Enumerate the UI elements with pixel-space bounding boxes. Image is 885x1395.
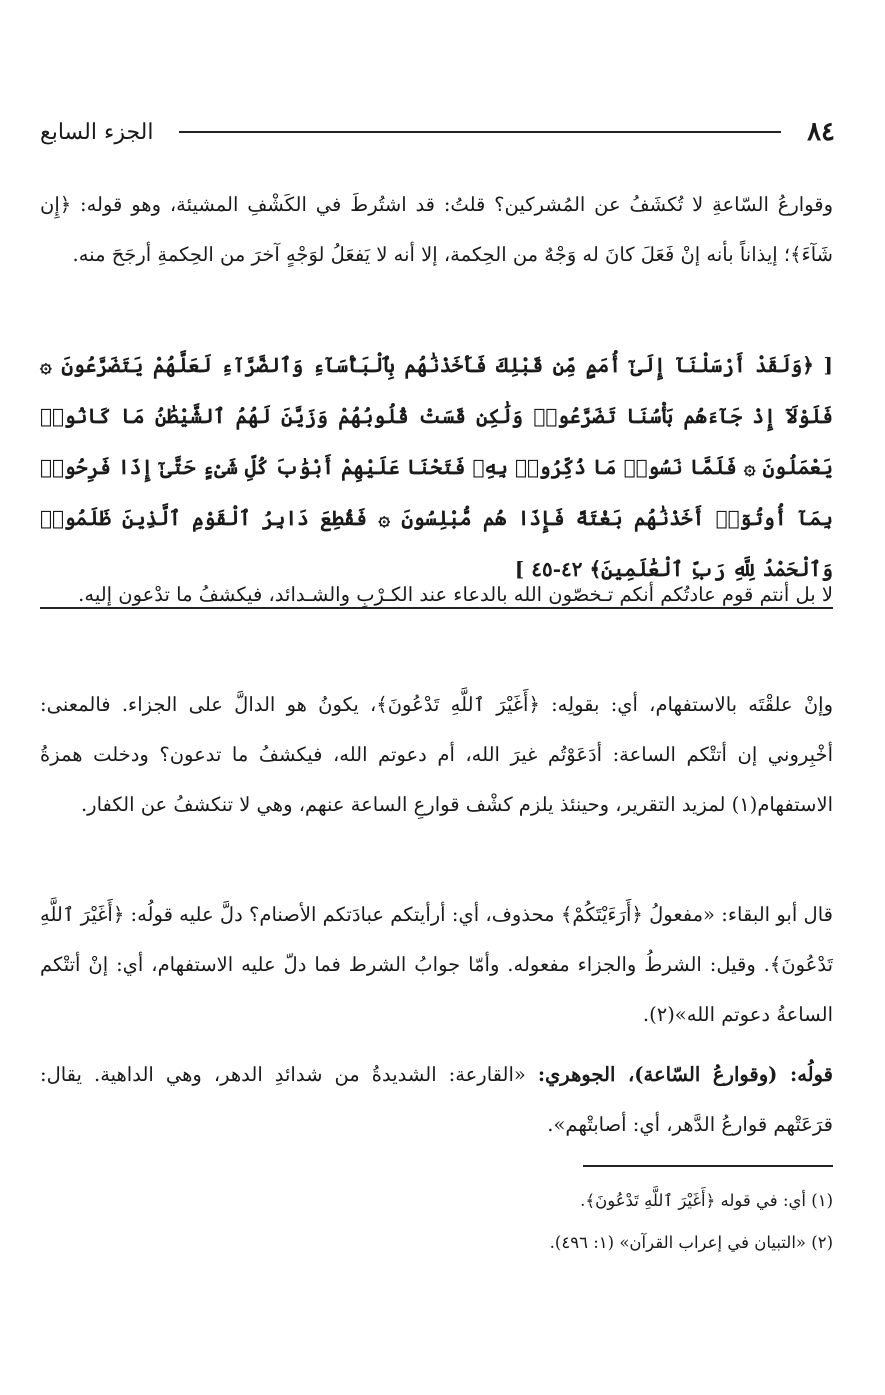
paragraph-5-text: «القارعة: الشديدةُ من شدائدِ الدهر، وهي الداهية. يقال: قرَعَتْهم قوارعُ الدَّهر، أي: أصابتْهم».: [40, 1063, 833, 1136]
paragraph-5-lead: قولُه: (وقوارعُ السّاعة)، الجوهري:: [537, 1063, 834, 1086]
header-rule: [179, 131, 781, 133]
footnote-rule: [583, 1165, 833, 1167]
page-header: [40, 112, 835, 152]
paragraph-1: وقوارعُ السّاعةِ لا تُكشَفُ عن المُشركين؟ قلتُ: قد اشتُرطَ في الكَشْفِ المشيئة، وهو قوله: ﴿إِن شَآءَ﴾؛ إيذاناً بأنه إنْ فَعَلَ كانَ له وَجْهٌ من الحِكمة، إلا أنه لا يَفعَلُ لوَجْهٍ آخرَ من الحِكمةِ أرجَحَ منه.: [40, 193, 833, 266]
footnote-2: (٢) «التبيان في إعراب القرآن» (١: ٤٩٦).: [549, 1233, 833, 1252]
paragraph-3: وإنْ علقْتَه بالاستفهام، أي: بقولِه: ﴿أَغَيْرَ ٱللَّهِ تَدْعُونَ﴾، يكونُ هو الدالَّ على الجزاء. فالمعنى: أخْبِروني إن أتتْكم الساعة: أدَعَوْتُم غيرَ الله، أم دعوتم الله، فيكشفُ ما تدعون؟ ودخلت همزةُ الاستفهام(١) لمزيد التقرير، وحينئذ يلزم كشْف قوارعِ الساعة عنهم، وهي لا تنكشفُ عن الكفار.: [40, 693, 833, 816]
paragraph-2: لا بل أنتم قوم عادتُكم أنكم تـخصّون الله بالدعاء عند الكـرْبِ والشـدائد، فيكشفُ ما تدْعون إليه.: [78, 583, 833, 606]
paragraph-4: قال أبو البقاء: «مفعولُ ﴿أَرَءَيْتَكُمْ﴾ محذوف، أي: أرأيتكم عبادَتكم الأصنام؟ دلَّ عليه قولُه: ﴿أَغَيْرَ ٱللَّهِ تَدْعُونَ﴾. وقيل: الشرطُ والجزاء مفعوله. وأمّا جوابُ الشرط فما دلّ عليه الاستفهام، أي: إنْ أتتْكم الساعةُ دعوتم الله»(٢).: [40, 903, 833, 1026]
footnote-1: (١) أي: في قوله ﴿أَغَيْرَ ٱللَّهِ تَدْعُونَ﴾.: [580, 1191, 833, 1210]
footnotes: [40, 1180, 833, 1264]
quran-quote-block: [ ﴿وَلَقَدْ أَرْسَلْنَآ إِلَىٰٓ أُمَمٍ مِّن قَبْلِكَ فَأَخَذْنَٰهُم بِٱلْبَأْسَآءِ وَٱلضَّرَّآءِ لَعَلَّهُمْ يَتَضَرَّعُونَ ۞ فَلَوْلَآ إِذْ جَآءَهُم بَأْسُنَا تَضَرَّعُوا۟ وَلَٰكِن قَسَتْ قُلُوبُهُمْ وَزَيَّنَ لَهُمُ ٱلشَّيْطَٰنُ مَا كَانُوا۟ يَعْمَلُونَ ۞ فَلَمَّا نَسُوا۟ مَا ذُكِّرُوا۟ بِهِۦ فَتَحْنَا عَلَيْهِمْ أَبْوَٰبَ كُلِّ شَىْءٍ حَتَّىٰٓ إِذَا فَرِحُوا۟ بِمَآ أُوتُوٓا۟ أَخَذْنَٰهُم بَغْتَةً فَإِذَا هُم مُّبْلِسُونَ ۞ فَقُطِعَ دَابِرُ ٱلْقَوْمِ ٱلَّذِينَ ظَلَمُوا۟ وَٱلْحَمْدُ لِلَّهِ رَبِّ ٱلْعَٰلَمِينَ﴾ ٤٢-٤٥ ]: [40, 340, 833, 609]
page-number: ٨٤: [807, 117, 835, 147]
paragraph-5: [40, 1050, 833, 1150]
running-title: الجزء السابع: [40, 119, 154, 145]
